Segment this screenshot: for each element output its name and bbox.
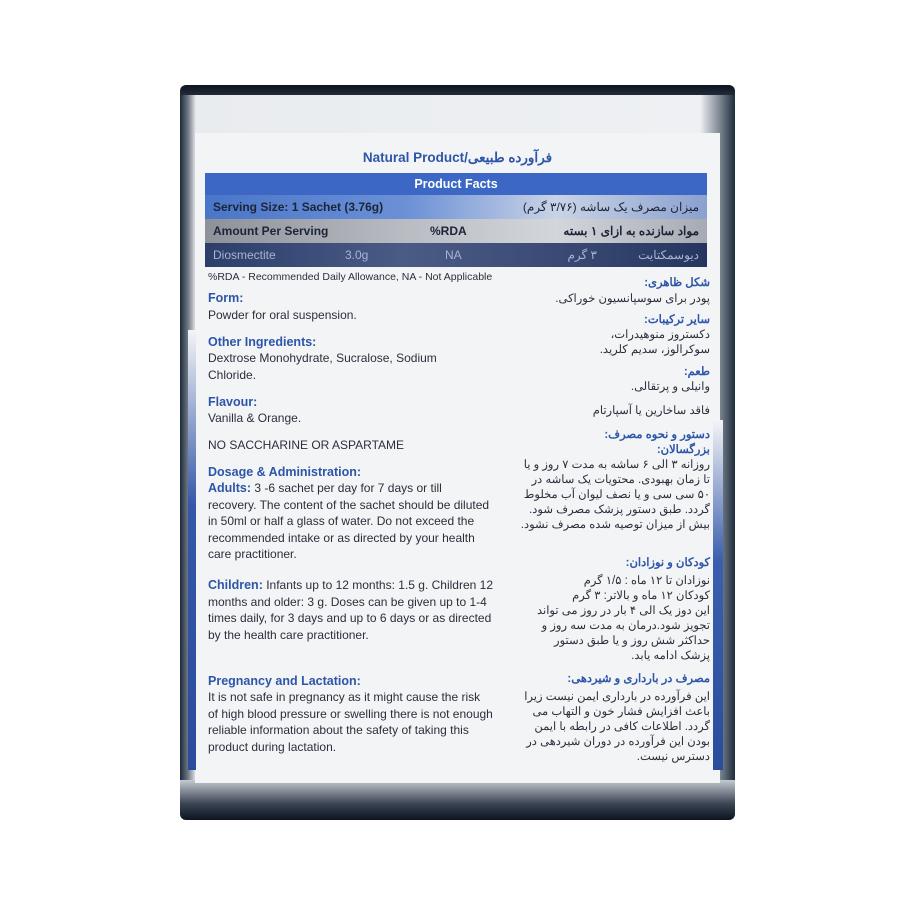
children-label: Children: bbox=[208, 578, 263, 592]
fa-other-heading: سایر ترکیبات: bbox=[643, 314, 710, 326]
ingredient-name-fa: دیوسمکتایت bbox=[638, 248, 699, 262]
children-paragraph bbox=[208, 577, 493, 643]
fa-other-text: دکستروز منوهیدرات، سوکرالوز، سدیم کلرید. bbox=[599, 329, 710, 356]
amount-fa: مواد سازنده به ازای ۱ بسته bbox=[563, 224, 699, 238]
blue-wave-right bbox=[713, 420, 723, 770]
fa-form-heading: شکل ظاهری: bbox=[644, 277, 710, 289]
fa-pregnancy-heading: مصرف در بارداری و شیردهی: bbox=[567, 673, 710, 685]
fa-children-text: این دوز یک الی ۴ بار در روز می تواند تجویز شود.درمان به مدت سه روز و حداکثر شش روز و یا طبق دستور پزشک ادامه یابد. bbox=[536, 605, 710, 662]
product-facts-table bbox=[205, 173, 707, 268]
facts-row-serving bbox=[205, 195, 707, 219]
serving-size-en: Serving Size: 1 Sachet (3.76g) bbox=[213, 200, 384, 214]
flavour-text: Vanilla & Orange. bbox=[208, 411, 302, 425]
blue-wave-left bbox=[188, 330, 196, 770]
ingredient-name: Diosmectite bbox=[213, 248, 276, 262]
dosage-heading: Dosage & Administration: bbox=[208, 465, 362, 479]
ingredient-qty-fa: ۳ گرم bbox=[567, 248, 597, 262]
box-bottom-edge bbox=[180, 780, 735, 820]
facts-heading: Product Facts bbox=[205, 173, 707, 195]
children-text: Infants up to 12 months: 1.5 g. Children 12 months and older: 3 g. Doses can be given up to 1-4 times daily, for 3 days and up to 6 days or as directed by the health care practitioner. bbox=[208, 578, 494, 642]
rda-footnote: %RDA - Recommended Daily Allowance, NA - Not Applicable bbox=[208, 271, 493, 283]
fa-form-text: پودر برای سوسپانسیون خوراکی. bbox=[555, 293, 710, 305]
fa-infants-text: نوزادان تا ۱۲ ماه : ۱/۵ گرم bbox=[583, 575, 710, 587]
fa-taste-text: وانیلی و پرتقالی. bbox=[630, 381, 710, 393]
other-ingredients-text: Dextrose Monohydrate, Sucralose, Sodium Chloride. bbox=[208, 351, 437, 382]
rda-header: %RDA bbox=[430, 224, 467, 238]
form-heading: Form: bbox=[208, 291, 244, 305]
serving-size-fa: میزان مصرف یک ساشه (۳/۷۶ گرم) bbox=[522, 200, 699, 214]
pregnancy-heading: Pregnancy and Lactation: bbox=[208, 674, 361, 688]
headline-fa: فرآورده طبیعی bbox=[467, 150, 553, 165]
adults-paragraph bbox=[208, 480, 493, 563]
fa-kids-text: کودکان ۱۲ ماه و بالاتر: ۳ گرم bbox=[572, 590, 710, 602]
adults-label: Adults: bbox=[208, 481, 252, 495]
no-saccharine-note: NO SACCHARINE OR ASPARTAME bbox=[208, 438, 405, 452]
flavour-heading: Flavour: bbox=[208, 395, 258, 409]
fa-pregnancy-text: این فرآورده در بارداری ایمن نیست زیرا باعث افزایش فشار خون و التهاب می گردد. اطلاعات کافی در رابطه با ایمن بودن این فرآورده در دوران شیردهی در دسترس نیست. bbox=[524, 691, 710, 763]
fa-adults-text: روزانه ۳ الی ۶ ساشه به مدت ۷ روز و یا تا زمان بهبودی. محتویات یک ساشه در ۵۰ سی سی و یا نصف لیوان آب مخلوط گردد. طبق دستور پزشک مصرف شود. بیش از میزان توصیه شده مصرف نشود. bbox=[520, 459, 710, 531]
ingredient-rda: NA bbox=[445, 248, 462, 262]
other-ingredients-heading: Other Ingredients: bbox=[208, 335, 317, 349]
facts-row-ingredient bbox=[205, 243, 707, 267]
fa-dosage-heading: دستور و نحوه مصرف: bbox=[604, 429, 710, 441]
fa-taste-heading: طعم: bbox=[683, 366, 710, 378]
amount-per-serving: Amount Per Serving bbox=[213, 224, 329, 238]
product-headline bbox=[205, 150, 710, 166]
fa-adults-heading: بزرگسالان: bbox=[656, 444, 710, 456]
fa-no-saccharine: فاقد ساخارین یا آسپارتام bbox=[592, 405, 710, 417]
fa-children-heading: کودکان و نوزادان: bbox=[625, 557, 710, 569]
ingredient-qty: 3.0g bbox=[345, 248, 369, 262]
form-text: Powder for oral suspension. bbox=[208, 308, 357, 322]
headline-en: Natural Product/ bbox=[362, 150, 468, 165]
pregnancy-text: It is not safe in pregnancy as it might cause the risk of high blood pressure or swelling there is not enough reliable information about the safety of taking this product during lactation. bbox=[208, 690, 493, 754]
facts-row-amount bbox=[205, 219, 707, 243]
adults-text: 3 -6 sachet per day for 7 days or till recovery. The content of the sachet should be diluted in 50ml or half a glass of water. Do not exceed the recommended intake or as directed by your health care practitioner. bbox=[208, 481, 490, 561]
